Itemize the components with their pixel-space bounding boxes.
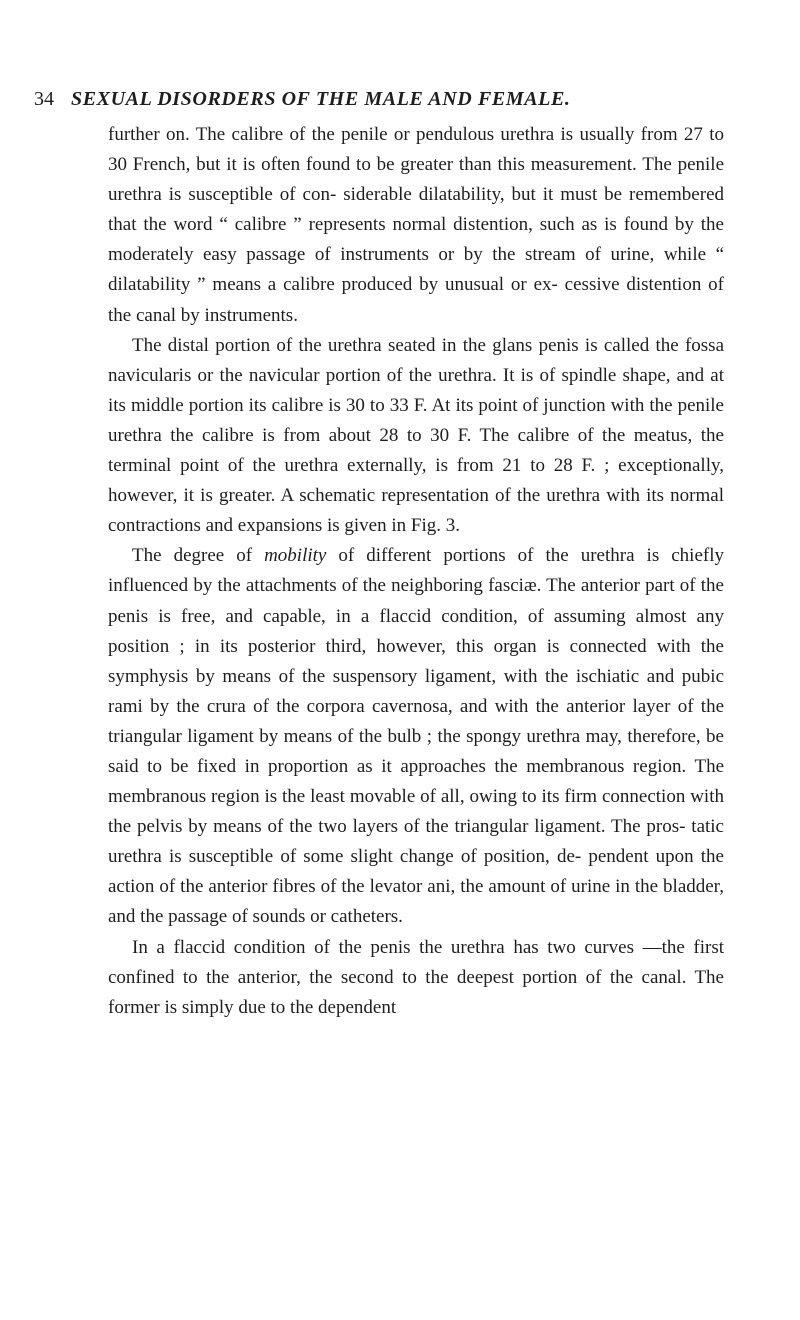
paragraph-fossa-navicularis: The distal portion of the urethra seated in the glans penis is called the fossa navicularis or the navicular portion of the urethra. It is of spindle shape, and at its middle portion its calibre is 30 to 33 F. At its point of junction with the penile urethra the calibre is from about 28 to 30 F. The calibre of the meatus, the terminal point of the urethra externally, is from 21 to 28 F. ; exceptionally, however, it is greater. A schematic representation of the urethra with its normal contractions and expansions is given in Fig. 3. bbox=[108, 334, 724, 537]
paragraph-curves: In a flaccid condition of the penis the urethra has two curves —the first confined to the anterior, the second to the deepest portion of the canal. The former is simply due to the dependent bbox=[108, 936, 724, 1018]
emphasized-term: mobility bbox=[264, 545, 327, 567]
paragraph-continuation: further on. The calibre of the penile or pendulous urethra is usually from 27 to 30 French, but it is often found to be greater than this measurement. The penile urethra is susceptible of con- siderable dilatability, but it must be remembered that the word “ calibre ” represents normal distention, such as is found by the moderately easy passage of instruments or by the stream of urine, while “ dilatability ” means a calibre produced by unusual or ex- cessive distention of the canal by instruments. bbox=[108, 124, 724, 326]
paragraph-text: The degree of bbox=[132, 545, 265, 567]
paragraph-text: of different portions of the urethra is chiefly influenced by the attachments of the neighboring fasciæ. The anterior part of the penis is free, and capable, in a flaccid condition, of assuming almost any position ; in its posterior third, however, this organ is connected with the symphysis by means of the suspensory ligament, with the ischiatic and pubic rami by the crura of the corpora cavernosa, and with the anterior layer of the triangular ligament by means of the bulb ; the spongy urethra may, therefore, be said to be fixed in proportion as it approaches the membranous region. The membranous region is the least movable of all, owing to its firm connection with the pelvis by means of the two layers of the triangular ligament. The pros- tatic urethra is susceptible of some slight change of position, de- pendent upon the action of the anterior fibres of the levator ani, the amount of urine in the bladder, and the passage of sounds or catheters. bbox=[108, 545, 724, 928]
running-title: SEXUAL DISORDERS OF THE MALE AND FEMALE. bbox=[71, 88, 571, 110]
body-text bbox=[108, 120, 724, 1023]
running-head bbox=[34, 84, 734, 114]
page-number: 34 bbox=[34, 88, 54, 110]
paragraph-mobility bbox=[108, 541, 724, 932]
